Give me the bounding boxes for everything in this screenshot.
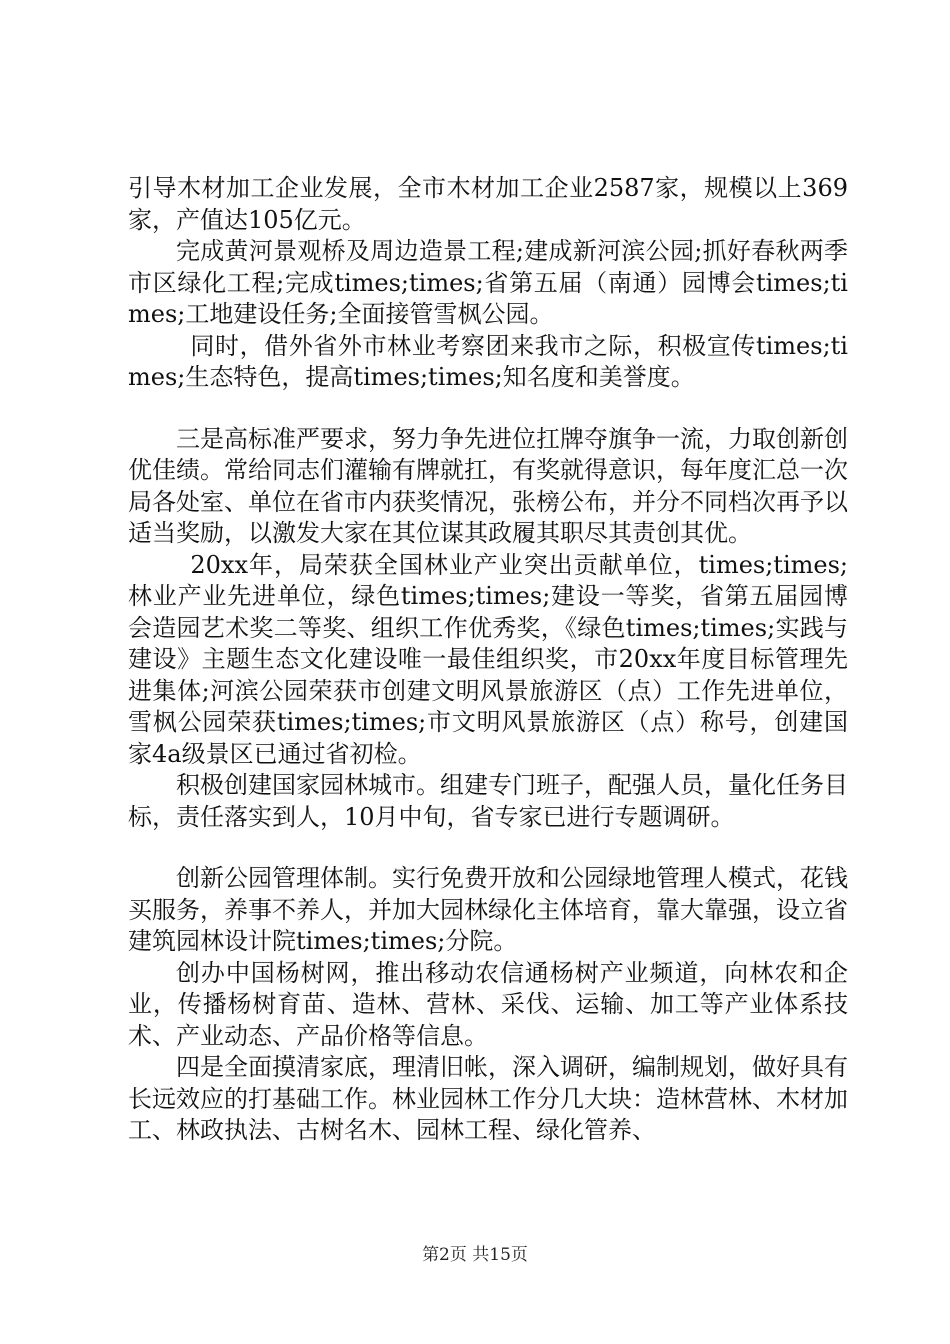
- paragraph-landscape-projects: 完成黄河景观桥及周边造景工程;建成新河滨公园;抓好春秋两季市区绿化工程;完成times;times;省第五届（南通）园博会times;times;工地建设任务;全面接管雪枫公园。: [128, 237, 848, 328]
- paragraph-park-management: 创新公园管理体制。实行免费开放和公园绿地管理人模式，花钱买服务，养事不养人，并加大园林绿化主体培育，靠大靠强，设立省建筑园林设计院times;times;分院。: [128, 864, 848, 955]
- paragraph-garden-city: 积极创建国家园林城市。组建专门班子，配强人员，量化任务目标，责任落实到人，10月中旬，省专家已进行专题调研。: [128, 771, 848, 831]
- paragraph-survey-planning: 四是全面摸清家底，理清旧帐，深入调研，编制规划，做好具有长远效应的打基础工作。林业园林工作分几大块：造林营林、木材加工、林政执法、古树名木、园林工程、绿化管养、: [128, 1053, 848, 1144]
- paragraph-wood-processing: 引导木材加工企业发展，全市木材加工企业2587家，规模以上369家，产值达105亿元。: [128, 174, 848, 234]
- paragraph-awards: 20xx年，局荣获全国林业产业突出贡献单位，times;times;林业产业先进单位，绿色times;times;建设一等奖，省第五届园博会造园艺术奖二等奖、组织工作优秀奖，《绿色times;times;实践与建设》主题生态文化建设唯一最佳组织奖，市20xx年度目标管理先进集体;河滨公园荣获市创建文明风景旅游区（点）工作先进单位，雪枫公园荣获times;times;市文明风景旅游区（点）称号，创建国家4a级景区已通过省初检。: [128, 550, 848, 768]
- document-body: [128, 173, 848, 1147]
- paragraph-high-standards: 三是高标准严要求，努力争先进位扛牌夺旗争一流，力取创新创优佳绩。常给同志们灌输有牌就扛，有奖就得意识，每年度汇总一次局各处室、单位在省市内获奖情况，张榜公布，并分不同档次再予以适当奖励，以激发大家在其位谋其政履其职尽其责创其优。: [128, 424, 848, 547]
- page-number-footer: 第2页 共15页: [422, 1245, 528, 1265]
- paragraph-poplar-network: 创办中国杨树网，推出移动农信通杨树产业频道，向林农和企业，传播杨树育苗、造林、营林、采伐、运输、加工等产业体系技术、产业动态、产品价格等信息。: [128, 958, 848, 1050]
- paragraph-publicity: 同时，借外省外市林业考察团来我市之际，积极宣传times;times;生态特色，提高times;times;知名度和美誉度。: [128, 331, 848, 391]
